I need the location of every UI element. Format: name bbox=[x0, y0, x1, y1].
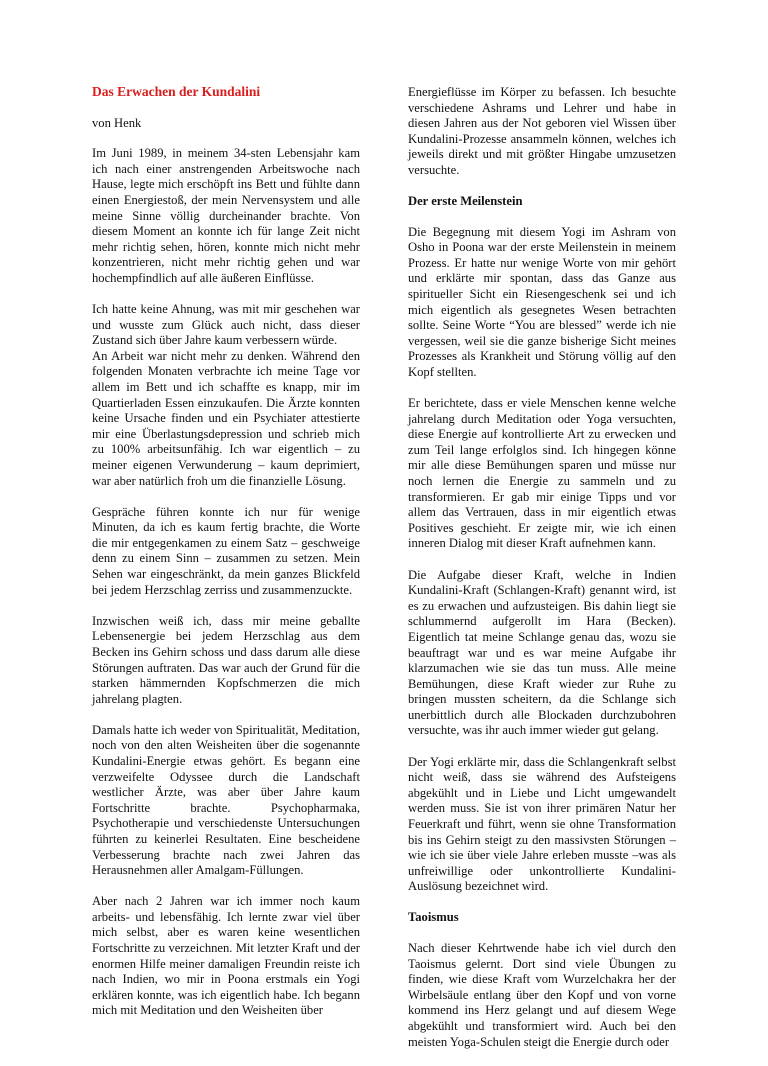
paragraph-serpent-task: Die Aufgabe dieser Kraft, welche in Indien Kundalini-Kraft (Schlangen-Kraft) genannt wird, ist es zu erwachen und aufzusteigen. Bis dahin liegt sie schlummernd aufgerollt im Hara (Becken). Eigentlich tat meine Schlange genau das, wozu sie beauftragt war und es war meine Aufgabe ihr klarzumachen wie sie das tun muss. Alle meine Bemühungen, diese Kraft wieder zur Ruhe zu bringen mussten scheitern, da die Schlange sich unerbittlich durch alle Blockaden durchzubohren versuchte, was ihr auch immer wieder gut gelang. bbox=[408, 567, 676, 738]
right-column bbox=[408, 85, 676, 1066]
paragraph-energy-flows: Energieflüsse im Körper zu befassen. Ich besuchte verschiedene Ashrams und Lehrer und habe in diesen Jahren aus der Not geboren viel Wissen über Kundalini-Prozesse ansammeln können, welches ich jeweils direkt und mit größter Hingabe umzusetzen versuchte. bbox=[408, 85, 676, 177]
paragraph-odyssey: Damals hatte ich weder von Spiritualität, Meditation, noch von den alten Weisheiten über die sogenannte Kundalini-Energie etwas gehört. Es begann eine verzweifelte Odyssee durch die Landschaft westlicher Ärzte, was aber über Jahre kaum Fortschritte brachte. Psychopharmaka, Psychotherapie und verschiedenste Untersuchungen führten zu keinerlei Resultaten. Eine bescheidene Verbesserung brachte nach zwei Jahren das Herausnehmen aller Amalgam-Füllungen. bbox=[92, 722, 360, 878]
paragraph-conversations: Gespräche führen konnte ich nur für wenige Minuten, da ich es kaum fertig brachte, die Worte die mir entgegenkamen zu einem Satz – geschweige denn zu einem Sinn – zusammen zu setzen. Mein Sehen war eingeschränkt, da mein ganzes Blickfeld bei jedem Herzschlag zerriss und zusammenzuckte. bbox=[92, 504, 360, 597]
paragraph-work: An Arbeit war nicht mehr zu denken. Während den folgenden Monaten verbrachte ich meine Tage vor allem im Bett und ich schaffte es knapp, mir im Quartierladen Essen einzukaufen. Die Ärzte konnten keine Ursache finden und ein Psychiater attestierte mir eine Überlastungsdepression und schrieb mich zu 100% arbeitsunfähig. Ich war eigentlich – zu meiner eigenen Verwunderung – kaum deprimiert, war aber natürlich froh um die finanzielle Lösung. bbox=[92, 348, 360, 488]
document-title: Das Erwachen der Kundalini bbox=[92, 84, 261, 99]
paragraph-yogi-meeting: Die Begegnung mit diesem Yogi im Ashram von Osho in Poona war der erste Meilenstein in meinem Prozess. Er hatte nur wenige Worte von mir gehört und erklärte mir spontan, dass das Ganze aus spiritueller Sicht ein Riesengeschenk sei und ich mich eigentlich als gesegnetes Wesen betrachten sollte. Seine Worte “You are blessed” werde ich nie vergessen, weil sie die ganze bisherige Sicht meines Prozesses als Krankheit und Störung völlig auf den Kopf stellten. bbox=[408, 224, 676, 379]
paragraph-no-idea: Ich hatte keine Ahnung, was mit mir geschehen war und wusste zum Glück auch nicht, dass dieser Zustand sich über Jahre kaum verbessern würde. bbox=[92, 302, 360, 348]
heading-first-milestone: Der erste Meilenstein bbox=[408, 194, 523, 209]
paragraph-yogi-report: Er berichtete, dass er viele Menschen kenne welche jahrelang durch Meditation oder Yoga versuchten, diese Energie auf kontrollierte Art zu erwecken und zum Teil lange erfolglos sind. Ich hingegen könne mir alle diese Bemühungen sparen und müsse nur noch lernen die Energie zu sammeln und zu transformieren. Er gab mir einige Tipps und vor allem das Vertrauen, dass in mir eigentlich etwas Positives geschieht. Er zeigte mir, wie ich einen inneren Dialog mit dieser Kraft aufnehmen kann. bbox=[408, 396, 676, 551]
paragraph-india: Aber nach 2 Jahren war ich immer noch kaum arbeits- und lebensfähig. Ich lernte zwar viel über mich selbst, aber es waren keine wesentlichen Fortschritte zu verzeichnen. Mit letzter Kraft und der enormen Hilfe meiner damaligen Freundin reiste ich nach Indien, wo mir in Poona erstmals ein Yogi erklären konnte, was ich eigentlich habe. Ich begann mich mit Meditation und den Weisheiten über bbox=[92, 894, 360, 1018]
left-column bbox=[92, 84, 360, 1034]
paragraph-life-energy: Inzwischen weiß ich, dass mir meine geballte Lebensenergie bei jedem Herzschlag aus dem Becken ins Gehirn schoss und dass darum alle diese Störungen auftraten. Das war auch der Grund für die starken hämmernden Kopfschmerzen die mich jahrelang plagten. bbox=[92, 613, 360, 706]
paragraph-serpent-fire: Der Yogi erklärte mir, dass die Schlangenkraft selbst nicht weiß, dass sie während des Aufsteigens abgekühlt und in Liebe und Licht umgewandelt werden muss. Sie ist von ihrer primären Natur her Feuerkraft und führt, wenn sie ohne Transformation bis ins Gehirn steigt zu den massivsten Störungen – wie ich sie über viele Jahre erleben musste –was als unfreiwillige oder unkontrollierte Kundalini-Auslösung bezeichnet wird. bbox=[408, 754, 676, 894]
paragraph-taoism: Nach dieser Kehrtwende habe ich viel durch den Taoismus gelernt. Dort sind viele Übungen zu finden, wie diese Kraft vom Wurzelchakra her der Wirbelsäule entlang über den Kopf und von vorne kommend ins Herz gelangt und auf diesem Wege abgekühlt und transformiert wird. Auch bei den meisten Yoga-Schulen steigt die Energie durch oder bbox=[408, 941, 676, 1049]
author-line: von Henk bbox=[92, 115, 142, 130]
paragraph-energy-shock: Im Juni 1989, in meinem 34-sten Lebensjahr kam ich nach einer anstrengenden Arbeitswoche nach Hause, legte mich erschöpft ins Bett und fühlte dann einen Energiestoß, der mein Nervensystem und alle meine Sinne völlig durcheinander brachte. Von diesem Moment an konnte ich für lange Zeit nicht mehr richtig sehen, hören, konnte mich nicht mehr konzentrieren, nicht mehr richtig gehen und war hochempfindlich auf alle äußeren Einflüsse. bbox=[92, 146, 360, 285]
heading-taoism: Taoismus bbox=[408, 910, 459, 925]
